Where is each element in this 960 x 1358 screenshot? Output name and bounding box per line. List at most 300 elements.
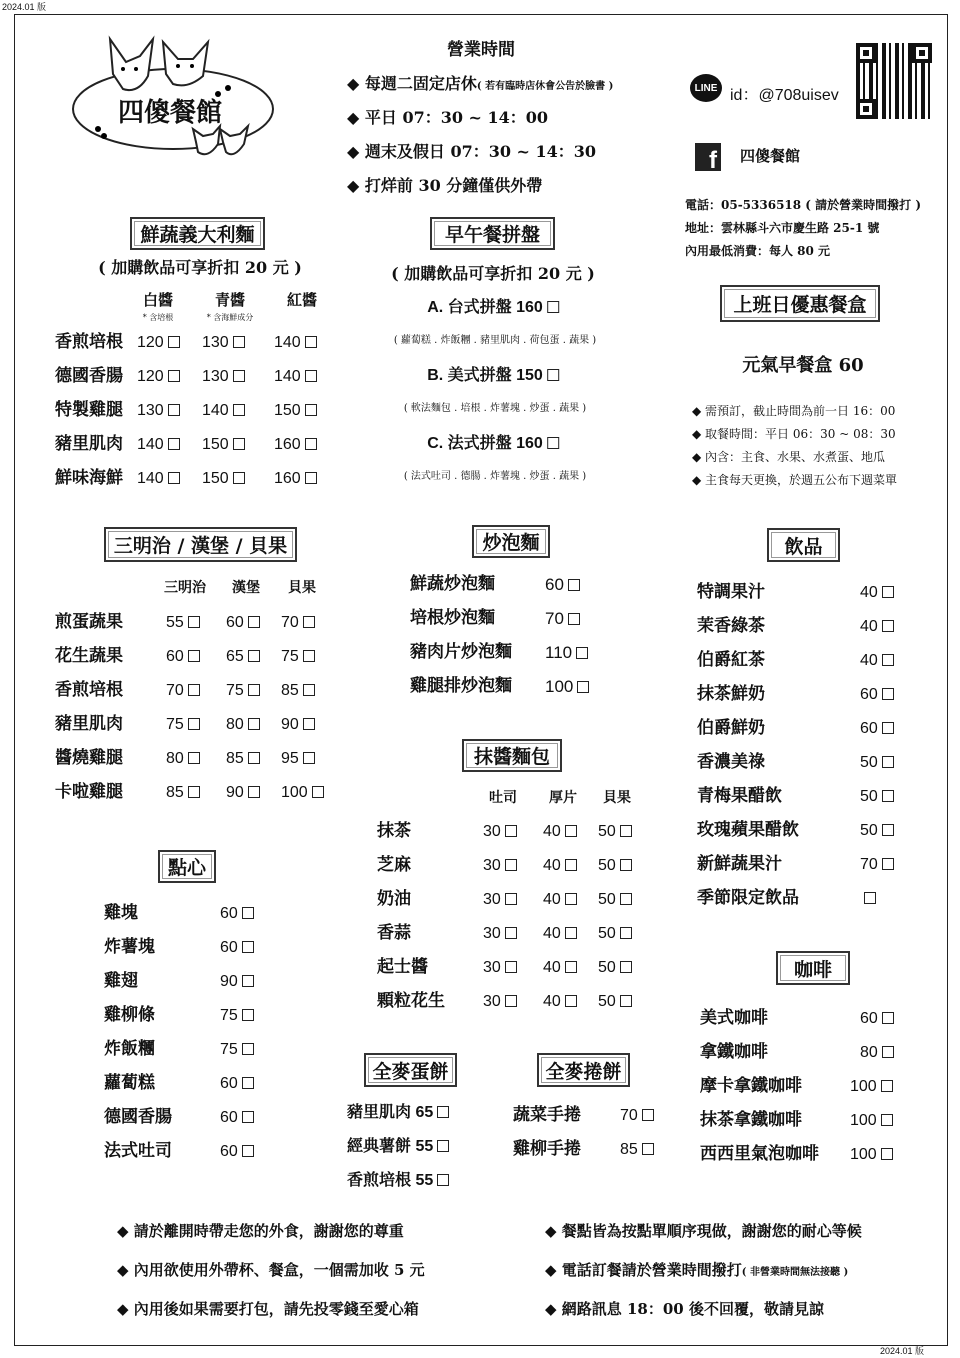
order-checkbox[interactable] xyxy=(168,438,180,450)
price-option[interactable] xyxy=(281,717,315,733)
order-checkbox[interactable] xyxy=(568,579,580,591)
line-id[interactable]: id：@708uisev xyxy=(730,87,839,104)
menu-item-name: 新鮮蔬果汁 xyxy=(697,854,782,874)
order-checkbox[interactable] xyxy=(248,684,260,696)
order-checkbox[interactable] xyxy=(242,941,254,953)
price-option[interactable] xyxy=(220,1144,254,1160)
order-checkbox[interactable] xyxy=(242,1077,254,1089)
line-icon[interactable] xyxy=(690,74,722,102)
order-checkbox[interactable] xyxy=(565,825,577,837)
menu-item-name: 特製雞腿 xyxy=(55,400,123,420)
menu-item-name: 德國香腸 xyxy=(55,366,123,386)
order-checkbox[interactable] xyxy=(565,961,577,973)
order-checkbox[interactable] xyxy=(642,1143,654,1155)
order-checkbox[interactable] xyxy=(168,472,180,484)
version-label-top: 2024.01 版 xyxy=(2,2,47,12)
price-option[interactable] xyxy=(598,824,632,840)
price-option[interactable] xyxy=(860,1045,894,1061)
order-checkbox[interactable] xyxy=(305,370,317,382)
price-option[interactable] xyxy=(620,1142,654,1158)
qr-code[interactable] xyxy=(856,43,932,119)
price-value: 50 xyxy=(860,788,878,805)
bento-note: ◆ 取餐時間：平日 06：30 ~ 08：30 xyxy=(692,427,896,441)
price-value: 30 xyxy=(483,959,501,976)
order-checkbox[interactable] xyxy=(547,369,559,381)
menu-item-name: 鮮蔬炒泡麵 xyxy=(410,574,495,594)
order-checkbox[interactable] xyxy=(303,718,315,730)
hours-line-2: ◆ 平日 07：30 ~ 14：00 xyxy=(347,108,549,127)
price-option[interactable] xyxy=(166,649,200,665)
price-value: 70 xyxy=(620,1107,638,1124)
order-checkbox[interactable] xyxy=(568,613,580,625)
section-title-roll: 全麥捲餅 xyxy=(537,1053,630,1087)
menu-item-name: 德國香腸 xyxy=(104,1107,172,1127)
price-option[interactable] xyxy=(202,437,245,453)
price-option[interactable] xyxy=(860,755,894,771)
section-title-drinks: 飲品 xyxy=(767,528,840,562)
order-checkbox[interactable] xyxy=(303,616,315,628)
order-checkbox[interactable] xyxy=(620,859,632,871)
bread-column-header: 厚片 xyxy=(549,790,577,806)
min-charge: 內用最低消費：每人 80 元 xyxy=(685,244,831,258)
platter-item[interactable] xyxy=(427,436,559,452)
menu-item-name: 卡啦雞腿 xyxy=(55,782,123,802)
price-option[interactable] xyxy=(202,471,245,487)
order-checkbox[interactable] xyxy=(547,437,559,449)
menu-item-name: 雞塊 xyxy=(104,903,138,923)
order-checkbox[interactable] xyxy=(882,858,894,870)
price-value: 100 xyxy=(281,784,308,801)
order-checkbox[interactable] xyxy=(188,718,200,730)
menu-item-name: 雞翅 xyxy=(104,971,138,991)
order-checkbox[interactable] xyxy=(305,472,317,484)
price-option[interactable] xyxy=(545,678,589,695)
price-option[interactable] xyxy=(281,785,324,801)
facebook-page-name[interactable]: 四傻餐館 xyxy=(740,147,801,165)
menu-item-name: 抹茶拿鐵咖啡 xyxy=(700,1110,802,1130)
price-value: 50 xyxy=(598,823,616,840)
price-value: 40 xyxy=(860,652,878,669)
order-checkbox[interactable] xyxy=(864,892,876,904)
price-value: 130 xyxy=(202,368,229,385)
order-checkbox[interactable] xyxy=(882,586,894,598)
menu-item-name: 伯爵紅茶 xyxy=(697,650,765,670)
order-checkbox[interactable] xyxy=(505,961,517,973)
price-option[interactable] xyxy=(137,471,180,487)
menu-item-name: 蘿蔔糕 xyxy=(104,1073,155,1093)
price-option[interactable] xyxy=(860,1011,894,1027)
platter-item[interactable] xyxy=(427,300,559,316)
order-checkbox[interactable] xyxy=(242,1043,254,1055)
price-value: 30 xyxy=(483,891,501,908)
platter-desc: ( 蘿蔔糕 . 炸飯糰 . 豬里肌肉 . 荷包蛋 . 蔬果 ) xyxy=(393,335,597,346)
price-value: 60 xyxy=(545,575,564,594)
price-option[interactable] xyxy=(543,824,577,840)
price-option[interactable] xyxy=(166,683,200,699)
price-option[interactable] xyxy=(598,960,632,976)
price-value: 50 xyxy=(860,754,878,771)
price-value: 160 xyxy=(274,470,301,487)
menu-item-name: 抹茶 xyxy=(377,821,411,841)
price-value: 85 xyxy=(620,1141,638,1158)
price-value: 150 xyxy=(202,470,229,487)
order-checkbox[interactable] xyxy=(577,681,589,693)
section-title-bread: 抹醬麵包 xyxy=(462,739,562,772)
price-option[interactable] xyxy=(860,823,894,839)
menu-item-name: 豬里肌肉 xyxy=(55,434,123,454)
menu-item-name: 蔬菜手捲 xyxy=(513,1105,581,1125)
hours-title: 營業時間 xyxy=(447,40,515,60)
price-option[interactable] xyxy=(137,335,180,351)
price-value: 豬里肌肉 65 xyxy=(347,1104,434,1121)
menu-item-name: 拿鐵咖啡 xyxy=(700,1042,768,1062)
menu-item-name: 炸飯糰 xyxy=(104,1039,155,1059)
price-option[interactable] xyxy=(220,1110,254,1126)
order-checkbox[interactable] xyxy=(565,893,577,905)
menu-item-name: 抹茶鮮奶 xyxy=(697,684,765,704)
price-option[interactable] xyxy=(860,585,894,601)
order-checkbox[interactable] xyxy=(188,650,200,662)
pancake-item[interactable] xyxy=(347,1173,449,1189)
price-option[interactable] xyxy=(850,1079,893,1095)
price-value: 60 xyxy=(220,905,238,922)
price-option[interactable] xyxy=(543,858,577,874)
price-option[interactable] xyxy=(226,785,260,801)
price-option[interactable] xyxy=(860,891,876,907)
menu-item-name: 培根炒泡麵 xyxy=(410,608,495,628)
price-value: C. 法式拼盤 160 xyxy=(427,435,543,452)
order-checkbox[interactable] xyxy=(168,336,180,348)
price-option[interactable] xyxy=(166,717,200,733)
price-value: 40 xyxy=(543,891,561,908)
price-value: 75 xyxy=(220,1041,238,1058)
order-checkbox[interactable] xyxy=(188,616,200,628)
line-label: LINE xyxy=(694,82,718,94)
price-option[interactable] xyxy=(274,369,317,385)
menu-item-name: 季節限定飲品 xyxy=(697,888,799,908)
price-value: 90 xyxy=(281,716,299,733)
price-option[interactable] xyxy=(274,437,317,453)
order-checkbox[interactable] xyxy=(233,370,245,382)
section-title-snacks: 點心 xyxy=(158,850,216,883)
price-option[interactable] xyxy=(543,892,577,908)
sandwich-column-header: 三明治 xyxy=(164,580,206,596)
order-checkbox[interactable] xyxy=(881,1148,893,1160)
price-option[interactable] xyxy=(274,471,317,487)
order-checkbox[interactable] xyxy=(242,907,254,919)
price-option[interactable] xyxy=(202,369,245,385)
price-option[interactable] xyxy=(281,649,315,665)
price-option[interactable] xyxy=(850,1113,893,1129)
menu-item-name: 美式咖啡 xyxy=(700,1008,768,1028)
price-value: 120 xyxy=(137,334,164,351)
order-checkbox[interactable] xyxy=(242,1009,254,1021)
price-option[interactable] xyxy=(220,1008,254,1024)
price-value: 140 xyxy=(137,436,164,453)
platter-desc: ( 法式吐司 . 德腸 . 炸薯塊 . 炒蛋 . 蔬果 ) xyxy=(403,471,587,482)
price-value: 50 xyxy=(598,857,616,874)
price-option[interactable] xyxy=(137,437,180,453)
order-checkbox[interactable] xyxy=(242,975,254,987)
order-checkbox[interactable] xyxy=(882,654,894,666)
price-value: 30 xyxy=(483,857,501,874)
order-checkbox[interactable] xyxy=(620,995,632,1007)
bento-note: ◆ 主食每天更換，於週五公布下週菜單 xyxy=(692,473,898,487)
menu-item-name: 青梅果醋飲 xyxy=(697,786,782,806)
price-value: 140 xyxy=(202,402,229,419)
price-option[interactable] xyxy=(860,687,894,703)
price-value: 60 xyxy=(220,1109,238,1126)
sandwich-column-header: 漢堡 xyxy=(232,580,260,596)
price-value: 30 xyxy=(483,925,501,942)
bento-item: 元氣早餐盒 60 xyxy=(742,355,864,376)
price-option[interactable] xyxy=(202,403,245,419)
price-option[interactable] xyxy=(545,644,588,661)
price-value: 40 xyxy=(543,823,561,840)
section-title-coffee: 咖啡 xyxy=(776,951,850,985)
price-option[interactable] xyxy=(860,789,894,805)
order-checkbox[interactable] xyxy=(882,722,894,734)
bread-column-header: 吐司 xyxy=(489,790,517,806)
facebook-icon[interactable]: f xyxy=(695,143,721,171)
price-option[interactable] xyxy=(137,369,180,385)
pasta-column-header: 青醬 xyxy=(214,291,246,309)
price-value: 80 xyxy=(860,1044,878,1061)
footer-note: ◆ 請於離開時帶走您的外食，謝謝您的尊重 xyxy=(117,1222,404,1240)
price-option[interactable] xyxy=(226,615,260,631)
price-option[interactable] xyxy=(545,610,580,627)
menu-item-name: 摩卡拿鐵咖啡 xyxy=(700,1076,802,1096)
order-checkbox[interactable] xyxy=(188,752,200,764)
section-title-bento: 上班日優惠餐盒 xyxy=(720,285,880,322)
price-option[interactable] xyxy=(483,824,517,840)
price-option[interactable] xyxy=(545,576,580,593)
price-value: 60 xyxy=(860,720,878,737)
order-checkbox[interactable] xyxy=(505,995,517,1007)
order-checkbox[interactable] xyxy=(547,301,559,313)
price-option[interactable] xyxy=(483,892,517,908)
order-checkbox[interactable] xyxy=(303,650,315,662)
pancake-item[interactable] xyxy=(347,1105,449,1121)
order-checkbox[interactable] xyxy=(620,961,632,973)
order-checkbox[interactable] xyxy=(242,1145,254,1157)
price-value: B. 美式拼盤 150 xyxy=(427,367,543,384)
price-option[interactable] xyxy=(226,683,260,699)
menu-item-name: 顆粒花生 xyxy=(377,991,445,1011)
price-value: 85 xyxy=(166,784,184,801)
price-option[interactable] xyxy=(860,721,894,737)
order-checkbox[interactable] xyxy=(303,684,315,696)
price-option[interactable] xyxy=(226,717,260,733)
price-value: 90 xyxy=(226,784,244,801)
order-checkbox[interactable] xyxy=(565,927,577,939)
price-value: 100 xyxy=(850,1078,877,1095)
order-checkbox[interactable] xyxy=(620,825,632,837)
menu-item-name: 雞柳手捲 xyxy=(513,1139,581,1159)
price-option[interactable] xyxy=(620,1108,654,1124)
hours-line-3: ◆ 週末及假日 07：30 ~ 14：30 xyxy=(347,142,597,161)
price-value: 50 xyxy=(598,993,616,1010)
order-checkbox[interactable] xyxy=(305,404,317,416)
price-value: 85 xyxy=(226,750,244,767)
address: 地址：雲林縣斗六市慶生路 25-1 號 xyxy=(685,221,880,235)
order-checkbox[interactable] xyxy=(620,893,632,905)
order-checkbox[interactable] xyxy=(437,1140,449,1152)
price-value: 150 xyxy=(274,402,301,419)
price-option[interactable] xyxy=(220,906,254,922)
price-value: 100 xyxy=(850,1112,877,1129)
price-value: 30 xyxy=(483,823,501,840)
order-checkbox[interactable] xyxy=(882,1046,894,1058)
price-value: 120 xyxy=(137,368,164,385)
platter-item[interactable] xyxy=(427,368,559,384)
order-checkbox[interactable] xyxy=(248,650,260,662)
price-value: 75 xyxy=(281,648,299,665)
price-value: 60 xyxy=(166,648,184,665)
menu-item-name: 豬肉片炒泡麵 xyxy=(410,642,512,662)
price-value: 50 xyxy=(598,891,616,908)
price-value: 50 xyxy=(598,925,616,942)
pancake-item[interactable] xyxy=(347,1139,449,1155)
price-option[interactable] xyxy=(137,403,180,419)
pasta-column-note: * 含培根 xyxy=(142,313,174,322)
order-checkbox[interactable] xyxy=(882,756,894,768)
price-option[interactable] xyxy=(598,858,632,874)
menu-item-name: 西西里氣泡咖啡 xyxy=(700,1144,819,1164)
price-option[interactable] xyxy=(220,974,254,990)
price-option[interactable] xyxy=(202,335,245,351)
footer-note xyxy=(545,1263,848,1278)
price-option[interactable] xyxy=(281,751,315,767)
price-option[interactable] xyxy=(166,751,200,767)
price-value: 70 xyxy=(860,856,878,873)
price-value: 95 xyxy=(281,750,299,767)
price-value: 經典薯餅 55 xyxy=(347,1138,434,1155)
price-value: 30 xyxy=(483,993,501,1010)
menu-item-name: 芝麻 xyxy=(377,855,411,875)
price-option[interactable] xyxy=(483,960,517,976)
version-label-bottom: 2024.01 版 xyxy=(880,1346,925,1356)
price-option[interactable] xyxy=(483,994,517,1010)
price-option[interactable] xyxy=(860,857,894,873)
pasta-subtitle: ( 加購飲品可享折扣 20 元 ) xyxy=(98,258,302,277)
order-checkbox[interactable] xyxy=(642,1109,654,1121)
order-checkbox[interactable] xyxy=(620,927,632,939)
price-option[interactable] xyxy=(850,1147,893,1163)
order-checkbox[interactable] xyxy=(233,472,245,484)
footer-note: ◆ 網路訊息 18：00 後不回覆，敬請見諒 xyxy=(545,1300,824,1318)
price-option[interactable] xyxy=(860,619,894,635)
price-value: 50 xyxy=(860,822,878,839)
price-option[interactable] xyxy=(281,615,315,631)
order-checkbox[interactable] xyxy=(248,718,260,730)
price-value: 70 xyxy=(545,609,564,628)
order-checkbox[interactable] xyxy=(233,404,245,416)
price-value: 80 xyxy=(166,750,184,767)
order-checkbox[interactable] xyxy=(505,927,517,939)
order-checkbox[interactable] xyxy=(312,786,324,798)
order-checkbox[interactable] xyxy=(881,1080,893,1092)
price-value: 130 xyxy=(137,402,164,419)
price-option[interactable] xyxy=(226,649,260,665)
order-checkbox[interactable] xyxy=(188,786,200,798)
order-checkbox[interactable] xyxy=(882,620,894,632)
price-option[interactable] xyxy=(281,683,315,699)
price-option[interactable] xyxy=(220,1042,254,1058)
price-option[interactable] xyxy=(860,653,894,669)
price-value: 65 xyxy=(226,648,244,665)
price-option[interactable] xyxy=(543,960,577,976)
price-value: 70 xyxy=(281,614,299,631)
price-option[interactable] xyxy=(598,892,632,908)
section-title-pancake: 全麥蛋餅 xyxy=(364,1053,457,1087)
price-option[interactable] xyxy=(166,615,200,631)
order-checkbox[interactable] xyxy=(168,370,180,382)
price-option[interactable] xyxy=(166,785,200,801)
price-option[interactable] xyxy=(483,926,517,942)
order-checkbox[interactable] xyxy=(248,752,260,764)
order-checkbox[interactable] xyxy=(881,1114,893,1126)
order-checkbox[interactable] xyxy=(576,647,588,659)
price-value: 75 xyxy=(220,1007,238,1024)
price-option[interactable] xyxy=(543,926,577,942)
order-checkbox[interactable] xyxy=(305,336,317,348)
price-option[interactable] xyxy=(598,994,632,1010)
price-option[interactable] xyxy=(274,403,317,419)
price-value: 60 xyxy=(220,939,238,956)
order-checkbox[interactable] xyxy=(248,786,260,798)
order-checkbox[interactable] xyxy=(882,790,894,802)
price-option[interactable] xyxy=(220,1076,254,1092)
menu-item-name: 雞柳條 xyxy=(104,1005,155,1025)
menu-item-name: 煎蛋蔬果 xyxy=(55,612,123,632)
order-checkbox[interactable] xyxy=(303,752,315,764)
order-checkbox[interactable] xyxy=(437,1174,449,1186)
order-checkbox[interactable] xyxy=(168,404,180,416)
order-checkbox[interactable] xyxy=(565,859,577,871)
order-checkbox[interactable] xyxy=(305,438,317,450)
order-checkbox[interactable] xyxy=(505,825,517,837)
order-checkbox[interactable] xyxy=(233,336,245,348)
menu-item-name: 特調果汁 xyxy=(697,582,765,602)
price-option[interactable] xyxy=(220,940,254,956)
price-value: 110 xyxy=(545,643,573,662)
order-checkbox[interactable] xyxy=(437,1106,449,1118)
menu-item-name: 雞腿排炒泡麵 xyxy=(410,676,512,696)
price-option[interactable] xyxy=(226,751,260,767)
order-checkbox[interactable] xyxy=(882,824,894,836)
order-checkbox[interactable] xyxy=(882,688,894,700)
order-checkbox[interactable] xyxy=(505,893,517,905)
price-option[interactable] xyxy=(543,994,577,1010)
order-checkbox[interactable] xyxy=(248,616,260,628)
price-option[interactable] xyxy=(483,858,517,874)
order-checkbox[interactable] xyxy=(233,438,245,450)
price-option[interactable] xyxy=(598,926,632,942)
order-checkbox[interactable] xyxy=(188,684,200,696)
order-checkbox[interactable] xyxy=(505,859,517,871)
section-title-stirfry: 炒泡麵 xyxy=(472,525,550,558)
price-option[interactable] xyxy=(274,335,317,351)
footer-note: ◆ 內用欲使用外帶杯、餐盒，一個需加收 5 元 xyxy=(117,1261,425,1279)
price-value: 140 xyxy=(274,368,301,385)
order-checkbox[interactable] xyxy=(565,995,577,1007)
order-checkbox[interactable] xyxy=(882,1012,894,1024)
order-checkbox[interactable] xyxy=(242,1111,254,1123)
price-value: 60 xyxy=(220,1075,238,1092)
menu-item-name: 香濃美祿 xyxy=(697,752,765,772)
menu-item-name: 香蒜 xyxy=(377,923,411,943)
